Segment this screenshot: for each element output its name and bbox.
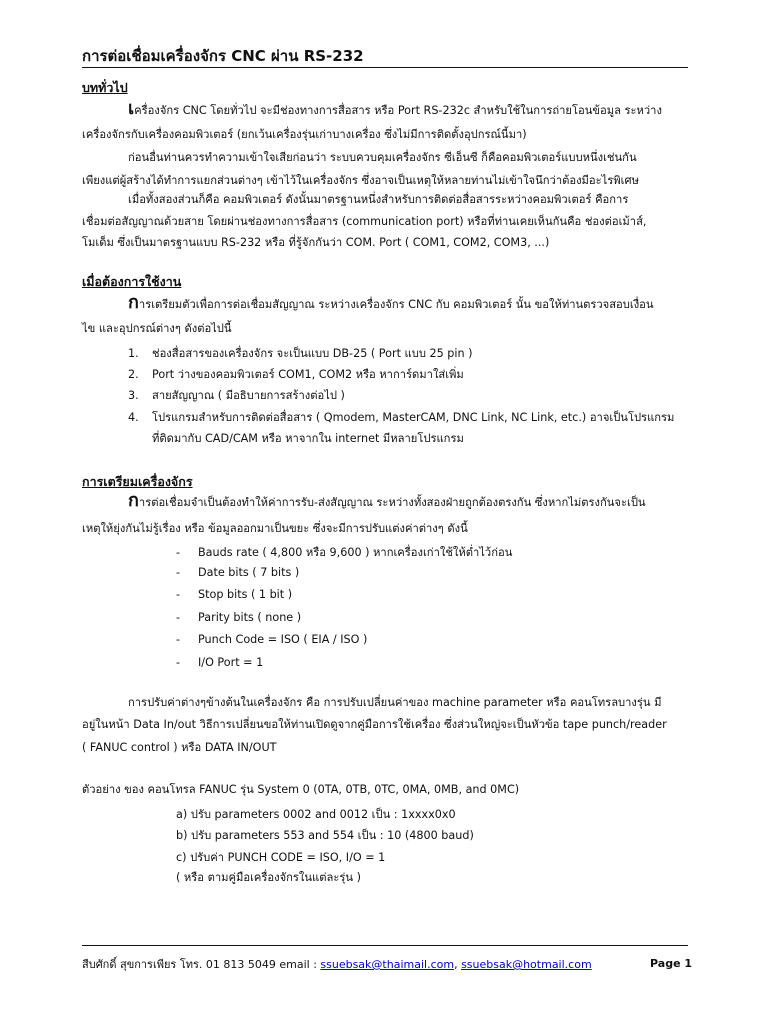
example-item: a) ปรับ parameters 0002 and 0012 เป็น : 1xxxx0x0 <box>176 808 456 821</box>
drop-cap: ก <box>128 292 139 313</box>
document-title: การต่อเชื่อมเครื่องจักร CNC ผ่าน RS-232 <box>82 47 364 65</box>
paragraph-line: เมื่อทั้งสองส่วนก็คือ คอมพิวเตอร์ ดังนั้นมาตรฐานหนึ่งสำหรับการติดต่อสื่อสารระหว่างคอมพิวเตอร์ คือการ <box>128 193 629 206</box>
setting-item: - I/O Port = 1 <box>176 656 264 669</box>
email-link-hotmail[interactable]: ssuebsak@hotmail.com <box>461 958 592 971</box>
example-item: ( หรือ ตามคู่มือเครื่องจักรในแต่ละรุ่น ) <box>176 871 361 884</box>
section-heading-machine-prep: การเตรียมเครื่องจักร <box>82 474 193 489</box>
paragraph-line: เครื่องจักร CNC โดยทั่วไป จะมีช่องทางการสื่อสาร หรือ Port RS-232c สำหรับใช้ในการถ่ายโอนข้อมูล ระหว่าง <box>128 98 662 119</box>
section-heading-general: บททั่วไป <box>82 80 128 95</box>
drop-cap: ก <box>128 490 139 511</box>
paragraph-line: เพียงแต่ผู้สร้างได้ทำการแยกส่วนต่างๆ เข้าไว้ในเครื่องจักร ซึ่งอาจเป็นเหตุให้หลายท่านไม่เข้าใจนึกว่าต้องมีอะไรพิเศษ <box>82 174 639 187</box>
title-underline <box>82 67 688 68</box>
setting-item: - Bauds rate ( 4,800 หรือ 9,600 ) หากเครื่องเก่าใช้ให้ต่ำไว้ก่อน <box>176 546 513 559</box>
example-intro: ตัวอย่าง ของ คอนโทรล FANUC รุ่น System 0 (0TA, 0TB, 0TC, 0MA, 0MB, and 0MC) <box>82 783 520 796</box>
footer-rule <box>82 945 688 946</box>
paragraph-line: โมเด็ม ซึ่งเป็นมาตรฐานแบบ RS-232 หรือ ที่รู้จักกันว่า COM. Port ( COM1, COM2, COM3, ...) <box>82 236 550 249</box>
paragraph-line: ( FANUC control ) หรือ DATA IN/OUT <box>82 741 277 754</box>
setting-item: - Parity bits ( none ) <box>176 611 302 624</box>
list-item-continuation: ที่ติดมากับ CAD/CAM หรือ หาจากใน internet มีหลายโปรแกรม <box>152 432 464 445</box>
paragraph-line: ก่อนอื่นท่านควรทำความเข้าใจเสียก่อนว่า ระบบควบคุมเครื่องจักร ซีเอ็นซี ก็คือคอมพิวเตอร์แบบหนึ่งเช่นกัน <box>128 151 637 164</box>
paragraph-line: อยู่ในหน้า Data In/out วิธีการเปลี่ยนขอให้ท่านเปิดดูจากคู่มือการใช้เครื่อง ซึ่งส่วนใหญ่จะเป็นหัวข้อ tape punch/reader <box>82 718 667 731</box>
email-link-thaimail[interactable]: ssuebsak@thaimail.com <box>320 958 455 971</box>
drop-cap: เ <box>128 98 135 119</box>
example-item: c) ปรับค่า PUNCH CODE = ISO, I/O = 1 <box>176 851 386 864</box>
paragraph-line: การปรับค่าต่างๆข้างต้นในเครื่องจักร คือ การปรับเปลี่ยนค่าของ machine parameter หรือ คอนโทรลบางรุ่น มี <box>128 696 662 709</box>
paragraph-line: เครื่องจักรกับเครื่องคอมพิวเตอร์ (ยกเว้นเครื่องรุ่นเก่าบางเครื่อง ซึ่งไม่มีการติดตั้งอุปกรณ์นี้มา) <box>82 128 527 141</box>
paragraph-line: เชื่อมต่อสัญญาณด้วยสาย โดยผ่านช่องทางการสื่อสาร (communication port) หรือที่ท่านเคยเห็นกันคือ ช่องต่อเม้าส์, <box>82 215 647 228</box>
list-item: 4. โปรแกรมสำหรับการติดต่อสื่อสาร ( Qmodem, MasterCAM, DNC Link, NC Link, etc.) อาจเป็นโปรแกรม <box>128 411 675 424</box>
list-item: 2. Port ว่างของคอมพิวเตอร์ COM1, COM2 หรือ หาการ์ดมาใส่เพิ่ม <box>128 368 464 381</box>
setting-item: - Stop bits ( 1 bit ) <box>176 588 293 601</box>
setting-item: - Punch Code = ISO ( EIA / ISO ) <box>176 633 368 646</box>
paragraph-line: การเตรียมตัวเพื่อการต่อเชื่อมสัญญาณ ระหว่างเครื่องจักร CNC กับ คอมพิวเตอร์ นั้น ขอให้ท่านตรวจสอบเงื่อน <box>128 292 654 313</box>
page-number: Page 1 <box>650 957 693 970</box>
footer-contact: สืบศักดิ์ สุขการเพียร โทร. 01 813 5049 email : ssuebsak@thaimail.com, ssuebsak@hotmail.com <box>82 958 592 971</box>
setting-item: - Date bits ( 7 bits ) <box>176 566 300 579</box>
paragraph-line: การต่อเชื่อมจำเป็นต้องทำให้ค่าการรับ-ส่งสัญญาณ ระหว่างทั้งสองฝ่ายถูกต้องตรงกัน ซึ่งหากไม่ตรงกันจะเป็น <box>128 490 646 511</box>
paragraph-line: ไข และอุปกรณ์ต่างๆ ดังต่อไปนี้ <box>82 322 232 335</box>
section-heading-usage: เมื่อต้องการใช้งาน <box>82 274 182 289</box>
paragraph-line: เหตุให้ยุ่งกันไม่รู้เรื่อง หรือ ข้อมูลออกมาเป็นขยะ ซึ่งจะมีการปรับแต่งค่าต่างๆ ดังนี้ <box>82 522 468 535</box>
list-item: 1. ช่องสื่อสารของเครื่องจักร จะเป็นแบบ DB-25 ( Port แบบ 25 pin ) <box>128 347 473 360</box>
example-item: b) ปรับ parameters 553 and 554 เป็น : 10 (4800 baud) <box>176 829 474 842</box>
footer-author: สืบศักดิ์ สุขการเพียร โทร. 01 813 5049 email : <box>82 958 321 971</box>
list-item: 3. สายสัญญาณ ( มีอธิบายการสร้างต่อไป ) <box>128 389 345 402</box>
